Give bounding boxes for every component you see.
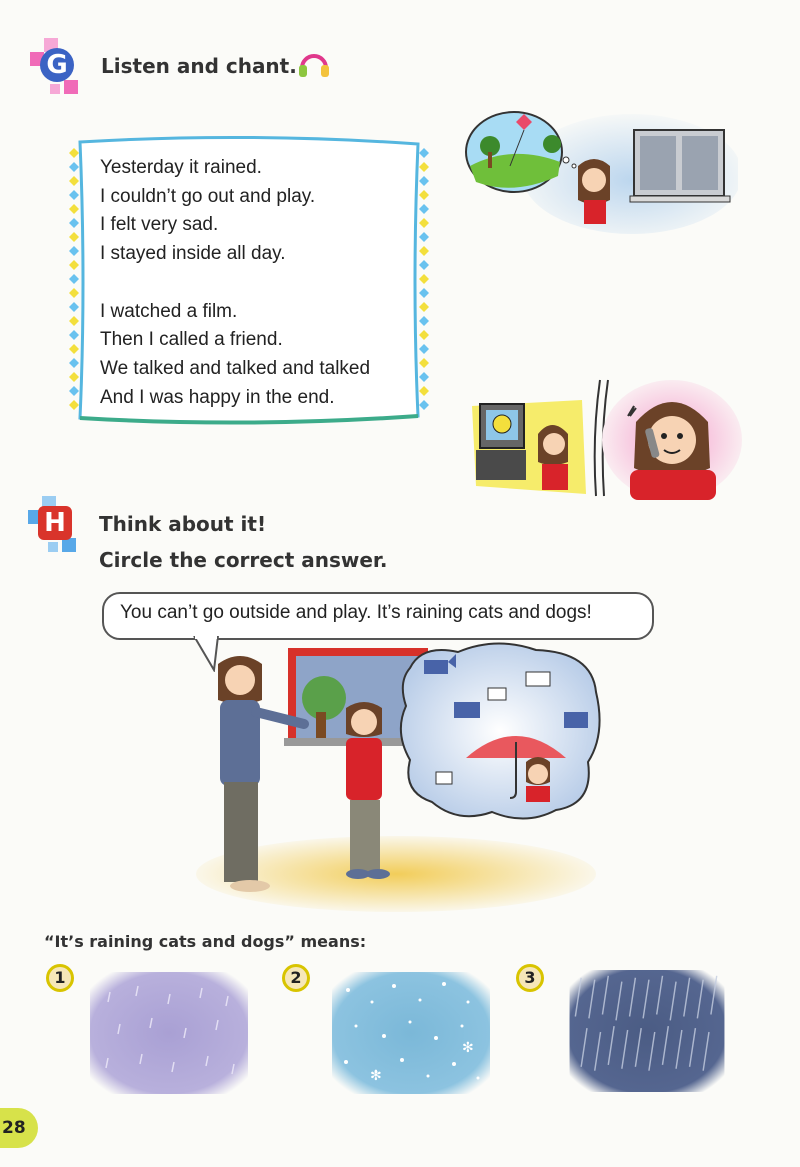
chant-line: Yesterday it rained. xyxy=(100,157,262,178)
chant-line: Then I called a friend. xyxy=(100,329,283,351)
option-3-heavy-rain[interactable] xyxy=(568,970,726,1092)
svg-text:✻: ✻ xyxy=(462,1040,474,1056)
section-h-instruction: Circle the correct answer. xyxy=(99,548,388,572)
chant-line: I stayed inside all day. xyxy=(100,243,286,265)
chant-line: I felt very sad. xyxy=(100,214,219,236)
option-2-number[interactable]: 2 xyxy=(282,964,310,992)
option-1-number[interactable]: 1 xyxy=(46,964,74,992)
section-g-title: Listen and chant. xyxy=(101,54,297,78)
section-h-title: Think about it! xyxy=(99,512,267,536)
phone-call-illustration xyxy=(472,376,744,500)
option-3-number[interactable]: 3 xyxy=(516,964,544,992)
option-1-light-rain[interactable] xyxy=(90,972,248,1094)
section-h-badge xyxy=(28,496,86,554)
section-g-badge xyxy=(30,38,88,96)
chant-text xyxy=(100,154,370,412)
page-number: 28 xyxy=(0,1108,38,1148)
svg-text:✻: ✻ xyxy=(370,1068,382,1084)
chant-line: And I was happy in the end. xyxy=(100,386,335,408)
chant-line: I couldn’t go out and play. xyxy=(100,185,316,207)
headphones-icon xyxy=(296,46,332,82)
section-h-letter: H xyxy=(38,506,72,540)
speech-text: You can’t go outside and play. It’s raining cats and dogs! xyxy=(120,602,592,623)
question-text: “It’s raining cats and dogs” means: xyxy=(44,932,367,951)
chant-line: I watched a film. xyxy=(100,300,238,322)
raining-cats-dogs-scene xyxy=(196,642,606,914)
section-g-letter: G xyxy=(40,48,74,82)
chant-line: We talked and talked and talked xyxy=(100,357,371,379)
option-2-snow[interactable] xyxy=(332,972,490,1094)
rainy-day-illustration xyxy=(462,104,738,234)
